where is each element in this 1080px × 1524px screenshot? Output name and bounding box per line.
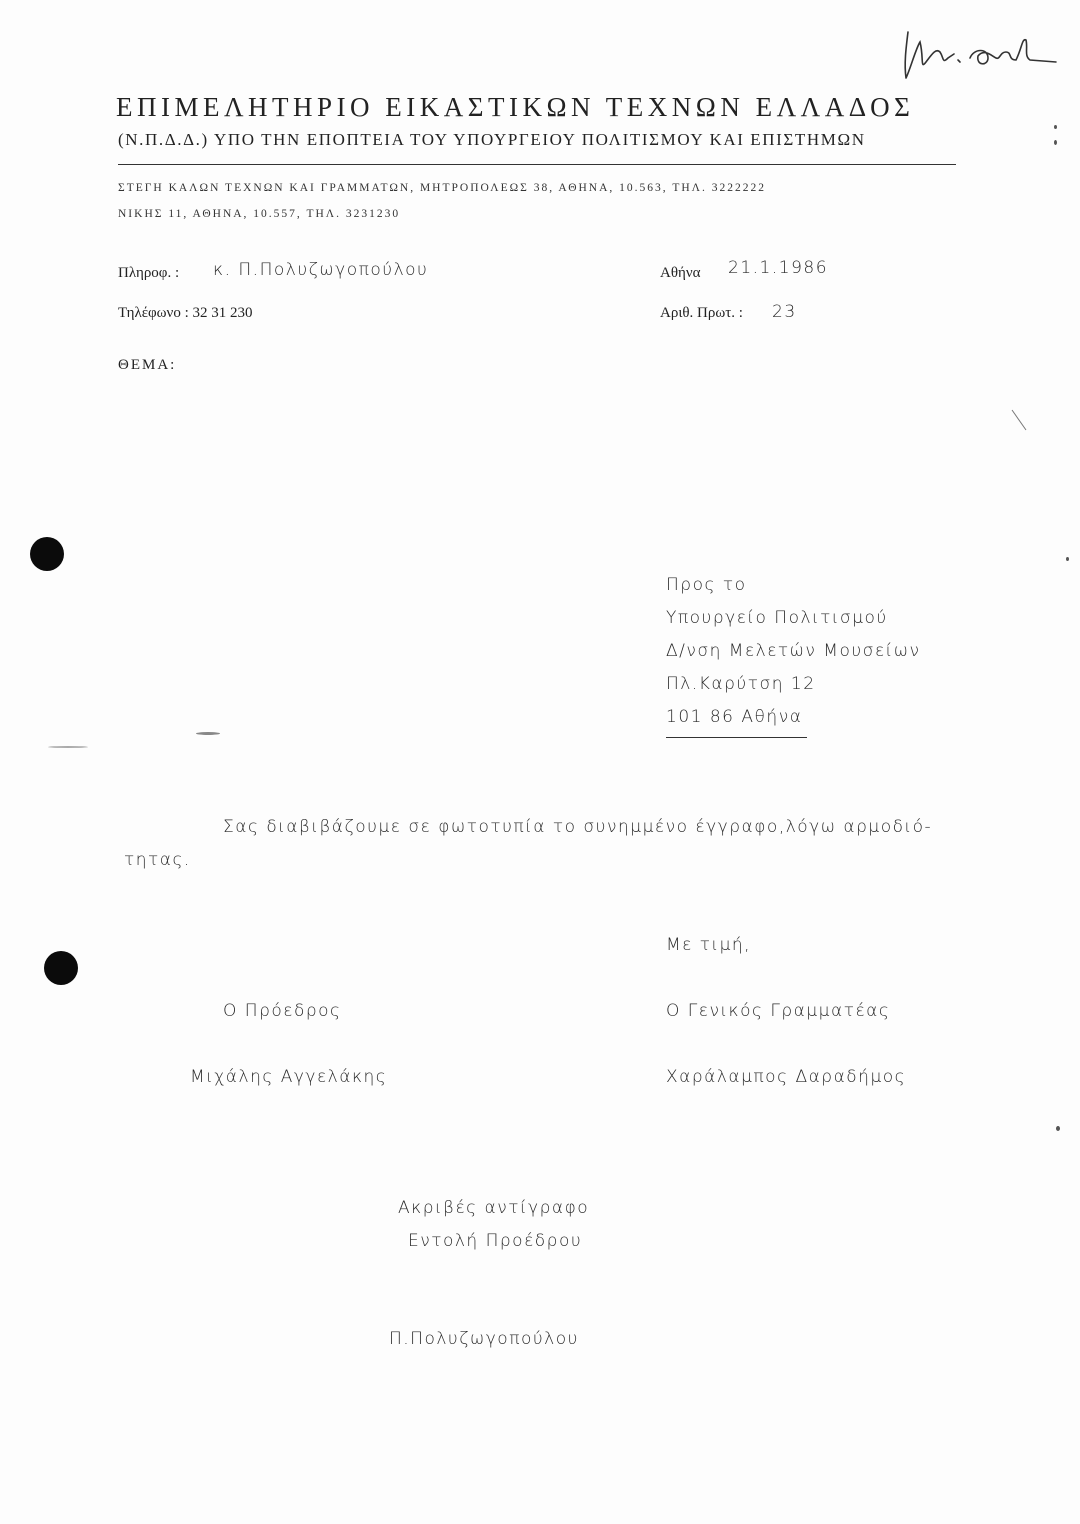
scan-speck xyxy=(1054,140,1057,145)
signature-left-title: Ο Πρόεδρος xyxy=(223,1001,342,1021)
scan-speck xyxy=(1056,1126,1060,1131)
letterhead-subtitle: (Ν.Π.Δ.Δ.) ΥΠΟ ΤΗΝ ΕΠΟΠΤΕΙΑ ΤΟΥ ΥΠΟΥΡΓΕΙΟΥ ΠΟΛΙΤΙΣΜΟΥ ΚΑΙ ΕΠΙΣΤΗΜΩΝ xyxy=(118,130,866,149)
protocol-value: 23 xyxy=(772,302,797,322)
date-value: 21.1.1986 xyxy=(728,258,829,278)
scan-smudge xyxy=(48,746,88,748)
punch-hole-top xyxy=(30,537,64,571)
protocol-label: Αριθ. Πρωτ. : xyxy=(660,305,743,321)
recipient-line-4: Πλ.Καρύτση 12 xyxy=(666,674,816,694)
scan-smudge xyxy=(196,732,220,735)
signature-right-name: Χαράλαμπος Δαραδήμος xyxy=(666,1067,907,1087)
body-line-1: Σας διαβιβάζουμε σε φωτοτυπία το συνημμένο έγγραφο,λόγω αρμοδιό- xyxy=(223,817,933,837)
recipient-line-2: Υπουργείο Πολιτισμού xyxy=(666,608,888,628)
punch-hole-bottom xyxy=(44,951,78,985)
subject-label: ΘΕΜΑ: xyxy=(118,357,177,373)
scan-stroke xyxy=(1010,408,1030,432)
handwritten-archive-note xyxy=(896,18,1066,88)
letterhead-title: ΕΠΙΜΕΛΗΤΗΡΙΟ ΕΙΚΑΣΤΙΚΩΝ ΤΕΧΝΩΝ ΕΛΛΑΔΟΣ xyxy=(116,92,915,122)
signature-left-name: Μιχάλης Αγγελάκης xyxy=(190,1067,388,1087)
info-label: Πληροφ. : xyxy=(118,265,180,281)
signature-right-title: Ο Γενικός Γραμματέας xyxy=(666,1001,891,1021)
info-value: κ. Π.Πολυζωγοπούλου xyxy=(213,260,429,280)
scan-speck xyxy=(1054,125,1057,129)
recipient-underline xyxy=(666,737,807,738)
scan-speck xyxy=(1066,557,1069,561)
letterhead-address-1: ΣΤΕΓΗ ΚΑΛΩΝ ΤΕΧΝΩΝ ΚΑΙ ΓΡΑΜΜΑΤΩΝ, ΜΗΤΡΟΠΟΛΕΩΣ 38, ΑΘΗΝΑ, 10.563, ΤΗΛ. 3222222 xyxy=(118,182,767,194)
recipient-line-1: Προς το xyxy=(666,575,747,595)
city-label: Αθήνα xyxy=(660,265,701,281)
recipient-line-5: 101 86 Αθήνα xyxy=(666,707,803,727)
phone-label: Τηλέφωνο : 32 31 230 xyxy=(118,305,253,321)
copy-note-line-1: Ακριβές αντίγραφο xyxy=(398,1198,590,1218)
closing-text: Με τιμή, xyxy=(666,935,752,955)
body-line-2: τητας. xyxy=(124,850,191,870)
copy-note-name: Π.Πολυζωγοπούλου xyxy=(389,1329,579,1349)
recipient-line-3: Δ/νση Μελετών Μουσείων xyxy=(666,641,921,661)
letterhead-address-2: ΝΙΚΗΣ 11, ΑΘΗΝΑ, 10.557, ΤΗΛ. 3231230 xyxy=(118,208,401,220)
copy-note-line-2: Εντολή Προέδρου xyxy=(408,1231,583,1251)
letterhead-divider xyxy=(118,164,956,165)
